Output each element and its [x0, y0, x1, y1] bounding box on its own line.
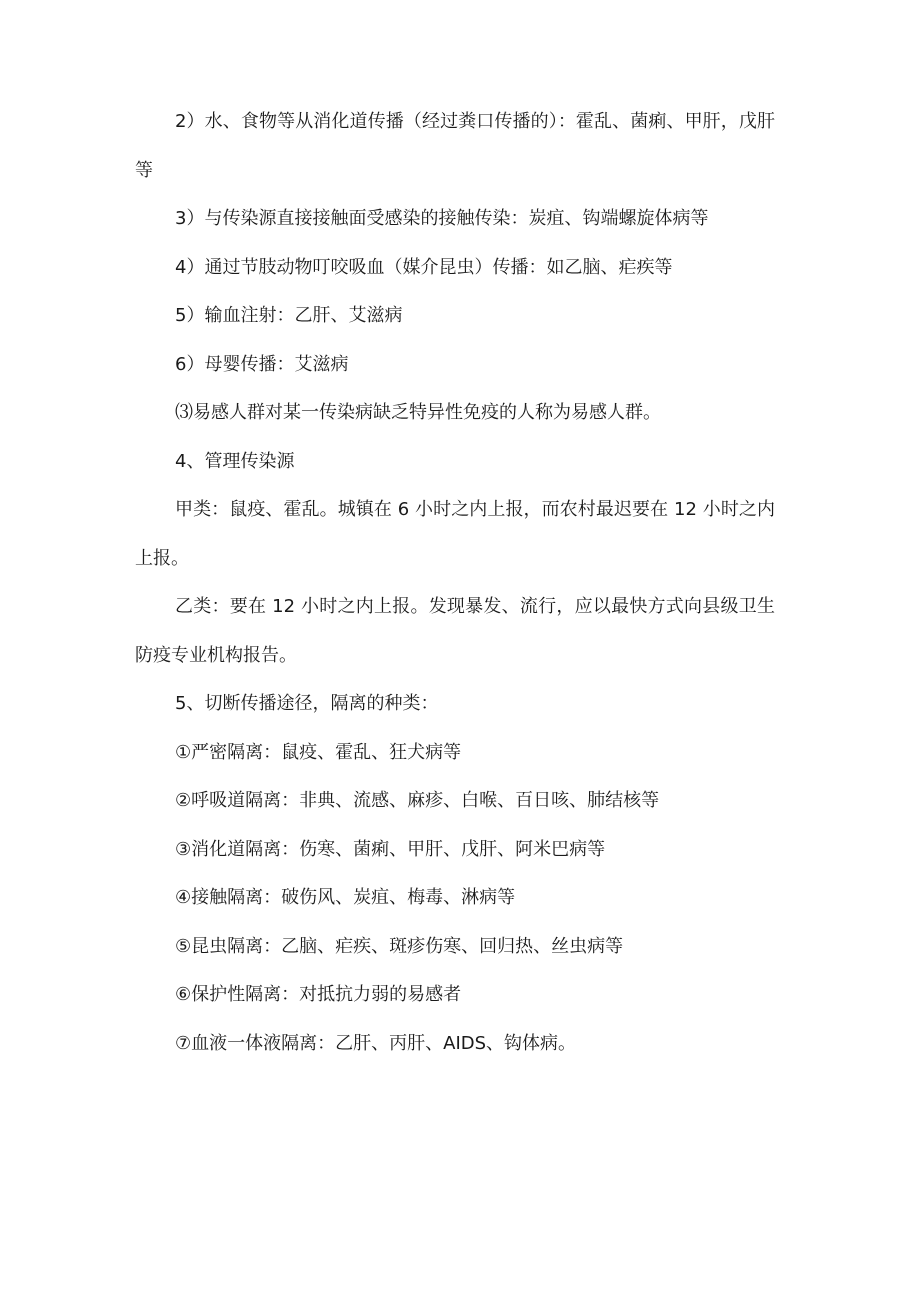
list-item-strict-isolation: ①严密隔离：鼠疫、霍乱、狂犬病等 [175, 741, 462, 763]
list-item-insect-isolation: ⑤昆虫隔离：乙脑、疟疾、斑疹伤寒、回归热、丝虫病等 [175, 935, 624, 957]
paragraph-transmission-insect: 4）通过节肢动物叮咬吸血（媒介昆虫）传播：如乙脑、疟疾等 [175, 256, 673, 278]
paragraph-class-a: 甲类：鼠疫、霍乱。城镇在 6 小时之内上报，而农村最迟要在 12 小时之内上报。 [135, 499, 775, 569]
list-item-contact-isolation: ④接触隔离：破伤风、炭疽、梅毒、淋病等 [175, 887, 516, 908]
heading-cut-transmission: 5、切断传播途径，隔离的种类： [175, 693, 439, 714]
list-item-protective-isolation: ⑥保护性隔离：对抵抗力弱的易感者 [175, 984, 462, 1005]
document-body [135, 98, 775, 1068]
paragraph-transmission-contact: 3）与传染源直接接触面受感染的接触传染：炭疽、钩端螺旋体病等 [175, 208, 709, 229]
list-item-blood-fluid-isolation: ⑦血液一体液隔离：乙肝、丙肝、AIDS、钩体病。 [175, 1032, 577, 1054]
list-item-respiratory-isolation: ②呼吸道隔离：非典、流感、麻疹、白喉、百日咳、肺结核等 [175, 790, 660, 811]
paragraph-transmission-digestive: 2）水、食物等从消化道传播（经过粪口传播的）：霍乱、菌痢、甲肝，戊肝等 [135, 111, 775, 181]
heading-manage-source: 4、管理传染源 [175, 450, 295, 472]
paragraph-transmission-blood: 5）输血注射：乙肝、艾滋病 [175, 305, 403, 326]
paragraph-transmission-mother-infant: 6）母婴传播：艾滋病 [175, 353, 349, 375]
paragraph-class-b: 乙类：要在 12 小时之内上报。发现暴发、流行，应以最快方式向县级卫生防疫专业机构报告。 [135, 596, 775, 666]
paragraph-susceptible-population: ⑶易感人群对某一传染病缺乏特异性免疫的人称为易感人群。 [175, 402, 661, 423]
list-item-digestive-isolation: ③消化道隔离：伤寒、菌痢、甲肝、戊肝、阿米巴病等 [175, 838, 606, 860]
